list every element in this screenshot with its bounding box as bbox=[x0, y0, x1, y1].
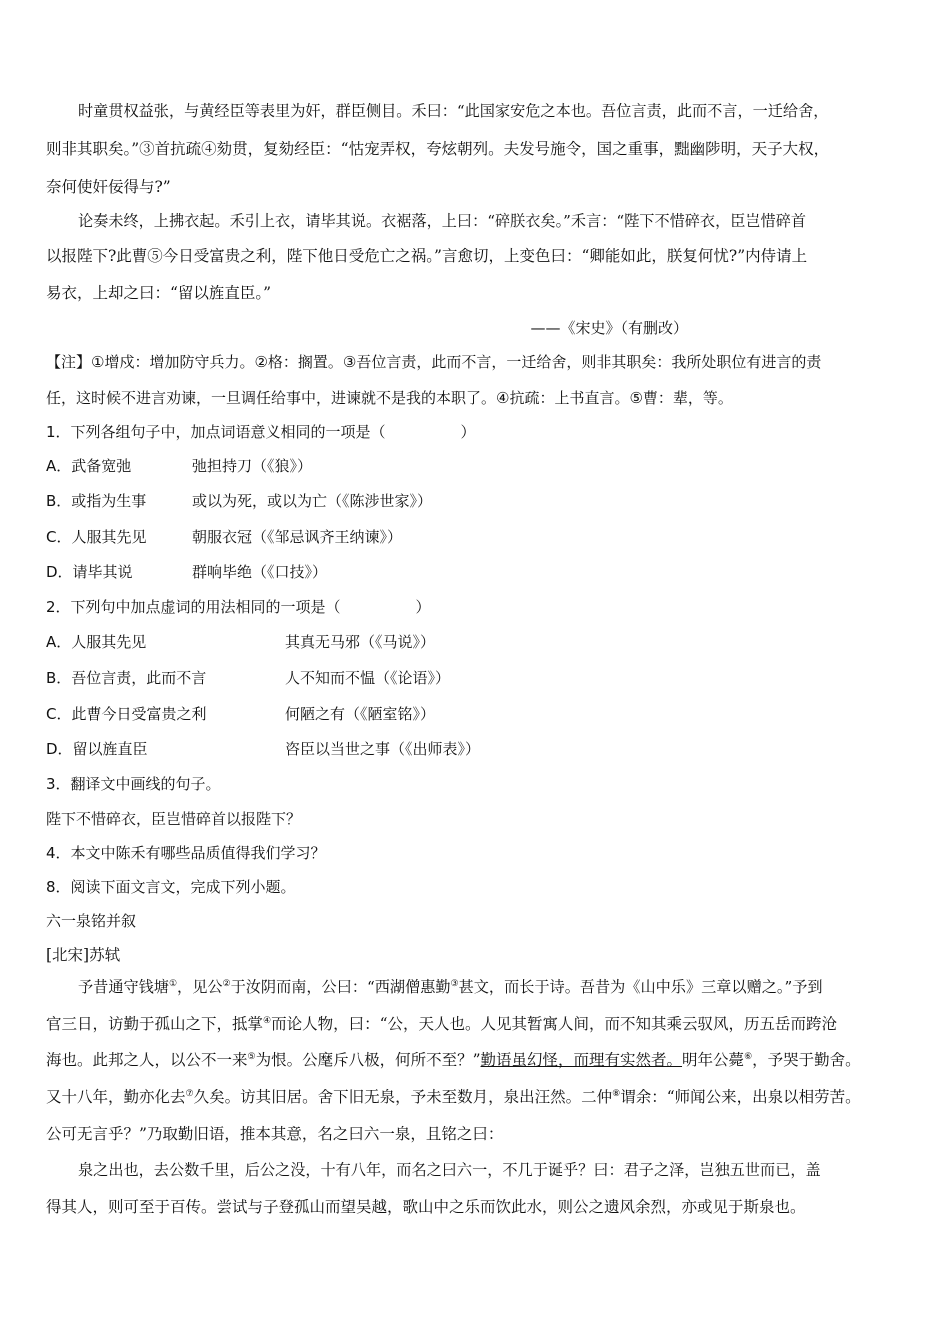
text-run: 予昔通守钱塘 bbox=[78, 978, 169, 996]
q2-option-c-right: 何陋之有（《陋室铭》） bbox=[285, 705, 436, 723]
text-run: 而论人物，曰：“公，天人也。人见其暂寓人间，而不知其乘云驭风，历五岳而跨沧 bbox=[271, 1015, 838, 1033]
footnote-mark: ⑤ bbox=[247, 1051, 256, 1062]
passage-line bbox=[46, 1086, 906, 1108]
q1-option-d-right: 群响毕绝（《口技》） bbox=[192, 563, 328, 581]
footnote-mark: ① bbox=[168, 978, 178, 989]
footnote-mark: ⑥ bbox=[744, 1051, 753, 1062]
passage-title: 六一泉铭并叙 bbox=[46, 912, 137, 930]
q1-option-c-right: 朝服衣冠（《邹忌讽齐王纳谏》） bbox=[192, 528, 403, 546]
text-run: 明年公薨 bbox=[682, 1051, 745, 1069]
q1-option-b-left: B．或指为生事 bbox=[46, 492, 147, 510]
passage-line: 时童贯权益张，与黄经臣等表里为奸，群臣侧目。禾曰：“此国家安危之本也。吾位言责，此而不言，一迁给舍， bbox=[78, 102, 829, 120]
text-run: 又十八年，勤亦化去 bbox=[46, 1088, 186, 1106]
question-3-sentence: 陛下不惜碎衣，臣岂惜碎首以报陛下？ bbox=[46, 810, 302, 828]
passage-line: 泉之出也，去公数千里，后公之没，十有八年，而名之曰六一，不几于诞乎？曰：君子之泽，岂独五世而已，盖 bbox=[78, 1161, 821, 1179]
passage-line bbox=[46, 1049, 906, 1071]
q2-option-c-left: C．此曹今日受富贵之利 bbox=[46, 705, 207, 723]
q2-option-a-right: 其真无马邪（《马说》） bbox=[285, 633, 436, 651]
q2-option-b-left: B．吾位言责，此而不言 bbox=[46, 669, 207, 687]
passage-line: 公可无言乎？”乃取勤旧语，推本其意，名之曰六一泉，且铭之曰： bbox=[46, 1125, 504, 1143]
text-run: 海也。此邦之人，以公不一来 bbox=[46, 1051, 248, 1069]
q2-option-a-left: A．人服其先见 bbox=[46, 633, 147, 651]
footnote-mark: ⑧ bbox=[612, 1088, 621, 1099]
passage-line bbox=[78, 976, 938, 998]
q1-option-d-left: D．请毕其说 bbox=[46, 563, 133, 581]
q2-option-d-left: D．留以旌直臣 bbox=[46, 740, 148, 758]
passage-author: [北宋]苏轼 bbox=[46, 946, 121, 964]
notes-line: 【注】①增戍：增加防守兵力。②格：搁置。③吾位言责，此而不言，一迁给舍，则非其职矣：我所处职位有进言的责 bbox=[46, 353, 822, 371]
passage-line bbox=[46, 1013, 906, 1035]
footnote-mark: ② bbox=[222, 978, 231, 989]
question-8-stem: 8．阅读下面文言文，完成下列小题。 bbox=[46, 878, 296, 896]
notes-line: 任，这时候不进言劝谏，一旦调任给事中，进谏就不是我的本职了。④抗疏：上书直言。⑤曹：辈，等。 bbox=[46, 389, 733, 407]
footnote-mark: ⑦ bbox=[185, 1088, 194, 1099]
question-3-stem: 3．翻译文中画线的句子。 bbox=[46, 775, 221, 793]
q2-option-d-right: 咨臣以当世之事（《出师表》） bbox=[285, 740, 481, 758]
passage-source: ——《宋史》（有删改） bbox=[530, 319, 688, 337]
question-2-stem: 2．下列句中加点虚词的用法相同的一项是（ ） bbox=[46, 598, 431, 616]
passage-line: 奈何使奸佞得与?” bbox=[46, 178, 171, 196]
passage-line: 得其人，则可至于百传。尝试与子登孤山而望吴越，歌山中之乐而饮此水，则公之遗风余烈，亦或见于斯泉也。 bbox=[46, 1198, 806, 1216]
footnote-mark: ④ bbox=[263, 1015, 272, 1026]
question-1-stem: 1．下列各组句子中，加点词语意义相同的一项是（ ） bbox=[46, 423, 476, 441]
text-run: ，见公 bbox=[177, 978, 223, 996]
text-run: 久矣。访其旧居。舍下旧无泉，予未至数月，泉出汪然。二仲 bbox=[193, 1088, 613, 1106]
text-run: 于汝阴而南，公曰：“西湖僧惠勤 bbox=[230, 978, 451, 996]
underlined-sentence: 勤语虽幻怪，而理有实然者。 bbox=[480, 1051, 683, 1069]
text-run: 甚文，而长于诗。吾昔为《山中乐》三章以赠之。”予到 bbox=[458, 978, 823, 996]
q1-option-a-left: A．武备宽弛 bbox=[46, 457, 132, 475]
passage-line: 则非其职矣。”③首抗疏④劾贯，复劾经臣：“怙宠弄权，夸炫朝列。夫发号施令，国之重事，黜幽陟明，天子大权， bbox=[46, 140, 830, 158]
question-4-stem: 4．本文中陈禾有哪些品质值得我们学习？ bbox=[46, 844, 326, 862]
text-run: ，予哭于勤舍。 bbox=[752, 1051, 861, 1069]
text-run: 为恨。公麾斥八极，何所不至？” bbox=[255, 1051, 481, 1069]
q1-option-a-right: 弛担持刀（《狼》） bbox=[192, 457, 313, 475]
passage-line: 论奏未终，上拂衣起。禾引上衣，请毕其说。衣裾落，上曰：“碎朕衣矣。”禾言：“陛下不惜碎衣，臣岂惜碎首 bbox=[78, 212, 807, 230]
passage-line: 以报陛下?此曹⑤今日受富贵之利，陛下他日受危亡之祸。”言愈切，上变色曰：“卿能如此，朕复何忧?”内侍请上 bbox=[46, 247, 808, 265]
text-run: 谓余：“师闻公来，出泉以相劳苦。 bbox=[620, 1088, 861, 1106]
q1-option-b-right: 或以为死，或以为亡（《陈涉世家》） bbox=[192, 492, 433, 510]
q1-option-c-left: C．人服其先见 bbox=[46, 528, 147, 546]
q2-option-b-right: 人不知而不愠（《论语》） bbox=[285, 669, 451, 687]
text-run: 官三日，访勤于孤山之下，抵掌 bbox=[46, 1015, 264, 1033]
passage-line: 易衣，上却之曰：“留以旌直臣。” bbox=[46, 284, 272, 302]
footnote-mark: ③ bbox=[450, 978, 459, 989]
